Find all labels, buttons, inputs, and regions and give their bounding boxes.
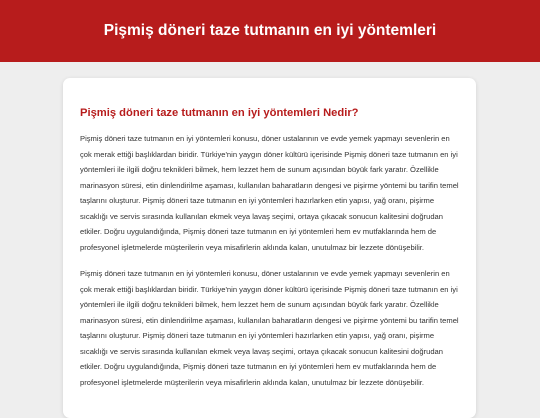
page-title: Pişmiş döneri taze tutmanın en iyi yöntemleri: [103, 22, 437, 39]
site-header: [0, 0, 540, 62]
article-paragraph-2: Pişmiş döneri taze tutmanın en iyi yöntemleri konusu, döner ustalarının ve evde yemek yapmayı sevenlerin en çok merak ettiği başlıklardan biridir. Türkiye'nin yaygın döner kültürü içerisinde Pişmiş döneri taze tutmanın en iyi yöntemleri ile ilgili doğru teknikleri bilmek, hem lezzet hem de sunum açısından büyük fark yaratır. Özellikle marinasyon süresi, etin dinlendirilme aşaması, kullanılan baharatların dengesi ve pişirme yöntemi bu tarifin temel taşlarını oluşturur. Pişmiş döneri taze tutmanın en iyi yöntemleri hazırlarken etin yapısı, yağ oranı, pişirme sıcaklığı ve servis sırasında kullanılan ekmek veya lavaş seçimi, ortaya çıkacak sonucun kalitesini doğrudan etkiler. Doğru uygulandığında, Pişmiş döneri taze tutmanın en iyi yöntemleri hem ev mutfaklarında hem de profesyonel işletmelerde müşterilerin veya misafirlerin aklında kalan, unutulmaz bir lezzete dönüşebilir.: [80, 269, 459, 387]
section-heading: Pişmiş döneri taze tutmanın en iyi yöntemleri Nedir?: [80, 107, 359, 119]
article-card: [63, 78, 476, 418]
article-paragraph-1: Pişmiş döneri taze tutmanın en iyi yöntemleri konusu, döner ustalarının ve evde yemek yapmayı sevenlerin en çok merak ettiği başlıklardan biridir. Türkiye'nin yaygın döner kültürü içerisinde Pişmiş döneri taze tutmanın en iyi yöntemleri ile ilgili doğru teknikleri bilmek, hem lezzet hem de sunum açısından büyük fark yaratır. Özellikle marinasyon süresi, etin dinlendirilme aşaması, kullanılan baharatların dengesi ve pişirme yöntemi bu tarifin temel taşlarını oluşturur. Pişmiş döneri taze tutmanın en iyi yöntemleri hazırlarken etin yapısı, yağ oranı, pişirme sıcaklığı ve servis sırasında kullanılan ekmek veya lavaş seçimi, ortaya çıkacak sonucun kalitesini doğrudan etkiler. Doğru uygulandığında, Pişmiş döneri taze tutmanın en iyi yöntemleri hem ev mutfaklarında hem de profesyonel işletmelerde müşterilerin veya misafirlerin aklında kalan, unutulmaz bir lezzete dönüşebilir.: [80, 134, 459, 252]
